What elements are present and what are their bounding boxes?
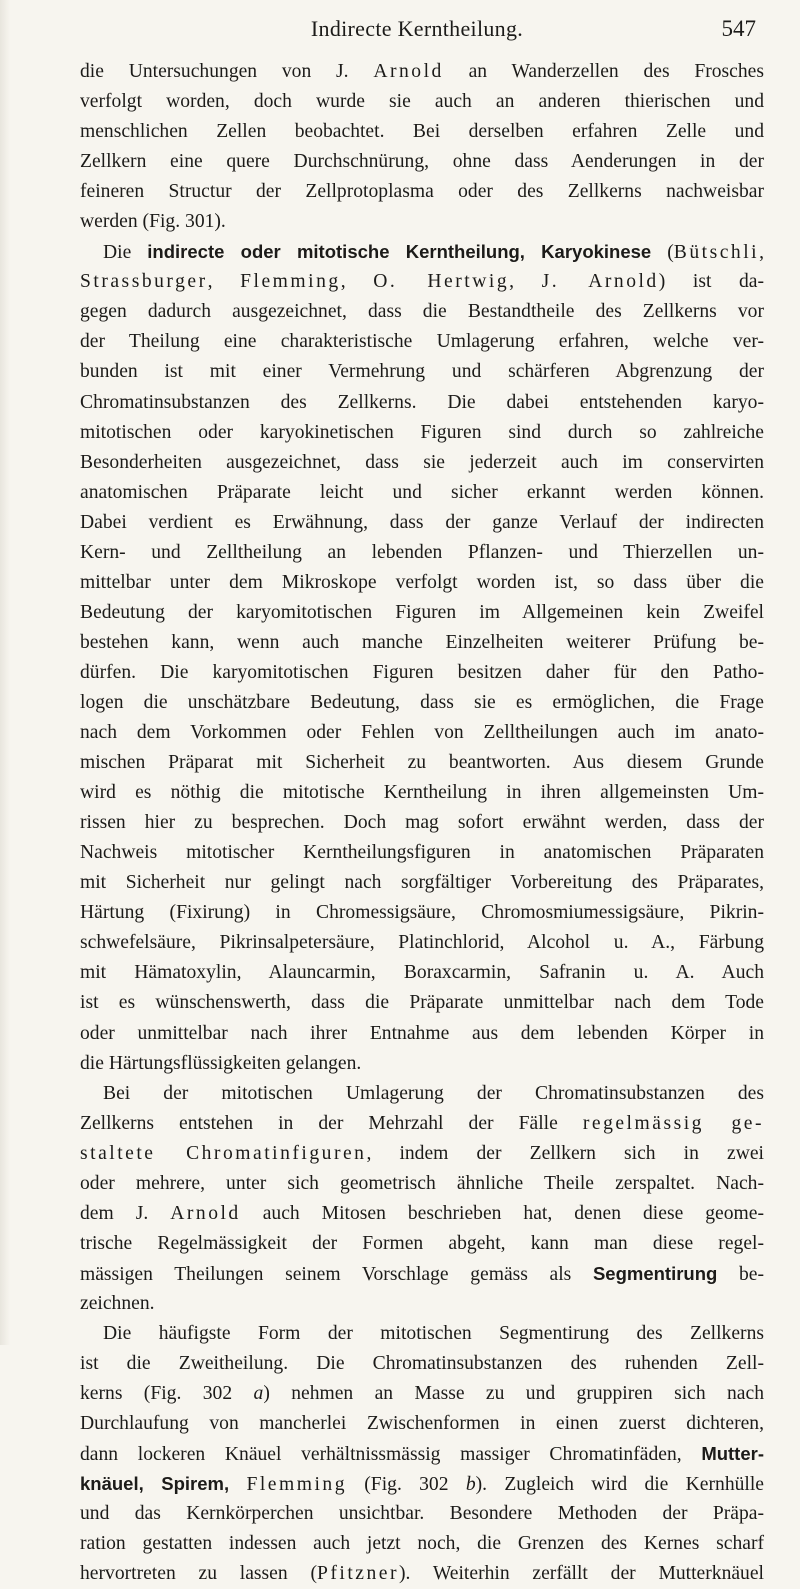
text-line	[80, 1559, 764, 1589]
text-line	[80, 1499, 764, 1529]
text-run: dem J.	[80, 1202, 171, 1224]
text-line	[80, 1349, 764, 1379]
text-run: hervortreten zu lassen (	[80, 1563, 317, 1585]
text-line	[80, 297, 764, 327]
text-run: be-	[717, 1263, 765, 1285]
text-line	[80, 147, 764, 177]
text-run: werden (Fig. 301).	[80, 211, 226, 233]
running-title: Indirecte Kerntheilung.	[310, 16, 524, 41]
text-run: Bei der mitotischen Umlagerung der Chromatinsubstanzen des	[103, 1082, 764, 1104]
text-run: mittelbar unter dem Mikroskope verfolgt worden ist, so dass über die	[80, 571, 764, 593]
text-run: kerns (Fig. 302	[80, 1383, 254, 1405]
text-line	[80, 448, 764, 478]
bold-term: Mutter-	[701, 1443, 764, 1465]
text-run: , indem der Zellkern sich in zwei	[366, 1142, 764, 1164]
text-run: dann lockeren Knäuel verhältnissmässig massiger Chromatinfäden,	[80, 1444, 702, 1466]
text-line	[80, 357, 764, 387]
page-number: 547	[721, 16, 756, 41]
text-run: ist es wünschenswerth, dass die Präparate unmittelbar nach dem Tode	[80, 992, 764, 1014]
bold-term: indirecte oder mitotische Kerntheilung, Karyokinese	[147, 241, 652, 263]
text-run: bunden ist mit einer Vermehrung und schärferen Abgrenzung der	[80, 361, 764, 383]
text-line	[80, 838, 764, 868]
text-line	[80, 1049, 764, 1079]
text-line	[80, 1019, 764, 1049]
text-line	[80, 267, 764, 297]
spaced-name: Flemming	[240, 271, 341, 293]
text-line	[80, 808, 764, 838]
text-run: Härtung (Fixirung) in Chromessigsäure, Chromosmiumessigsäure, Pikrin-	[80, 902, 764, 924]
text-line	[80, 1079, 764, 1109]
text-line	[80, 87, 764, 117]
italic-label: b	[465, 1474, 476, 1496]
spaced-name: staltete Chromatinfiguren	[80, 1142, 367, 1164]
text-line	[80, 1469, 764, 1499]
spaced-name: Bütschli	[673, 242, 760, 264]
text-line	[80, 658, 764, 688]
spaced-name: Strassburger	[80, 271, 208, 293]
text-run: Nachweis mitotischer Kerntheilungsfiguren in anatomischen Präparaten	[80, 842, 764, 864]
text-run: ration gestatten indessen auch jetzt noch, die Grenzen des Kernes scharf	[80, 1533, 764, 1555]
bold-term: knäuel, Spirem,	[80, 1473, 230, 1495]
italic-label: a	[253, 1383, 264, 1405]
bold-term: Segmentirung	[592, 1262, 718, 1284]
text-run: oder mehrere, unter sich geometrisch ähnliche Theile zerspaltet. Nach-	[80, 1172, 764, 1194]
text-line	[80, 1259, 764, 1289]
text-line	[80, 868, 764, 898]
text-run: schwefelsäure, Pikrinsalpetersäure, Platinchlorid, Alcohol u. A., Färbung	[80, 932, 764, 954]
text-run: gegen dadurch ausgezeichnet, dass die Bestandtheile des Zellkerns vor	[80, 301, 764, 323]
text-run: rissen hier zu besprechen. Doch mag sofort erwähnt werden, dass der	[80, 812, 764, 834]
text-run: mässigen Theilungen seinem Vorschlage gemäss als	[80, 1263, 593, 1285]
spaced-name: Arnold	[170, 1202, 241, 1224]
text-run: bestehen kann, wenn auch manche Einzelheiten weiterer Prüfung be-	[80, 631, 764, 653]
text-line	[80, 1139, 764, 1169]
text-run: nach dem Vorkommen oder Fehlen von Zelltheilungen auch im anato-	[80, 722, 764, 744]
text-run: und das Kernkörperchen unsichtbar. Besondere Methoden der Präpa-	[80, 1503, 764, 1525]
text-line	[80, 988, 764, 1018]
text-line	[80, 237, 764, 267]
text-line	[80, 568, 764, 598]
text-run: ,	[509, 271, 542, 293]
text-line	[80, 177, 764, 207]
text-line	[80, 778, 764, 808]
running-head	[78, 16, 756, 46]
text-run: dürfen. Die karyomitotischen Figuren besitzen daher für den Patho-	[80, 661, 764, 683]
text-line	[80, 478, 764, 508]
text-run: (Fig. 302	[347, 1474, 466, 1496]
text-line	[80, 1289, 764, 1319]
text-run: der Theilung eine charakteristische Umlagerung erfahren, welche ver-	[80, 331, 764, 353]
text-run: Zellkerns entstehen in der Mehrzahl der Fälle	[80, 1112, 583, 1134]
text-run: mit Sicherheit nur gelingt nach sorgfältiger Vorbereitung des Präparates,	[80, 872, 764, 894]
spaced-name: regelmässig ge-	[582, 1112, 764, 1134]
text-run: zeichnen.	[80, 1292, 155, 1314]
text-run: Besonderheiten ausgezeichnet, dass sie jederzeit auch im conservirten	[80, 451, 764, 473]
text-line	[80, 117, 764, 147]
spaced-name: J. Arnold	[541, 271, 659, 293]
text-run: die Untersuchungen von J.	[80, 61, 374, 82]
text-run: ist die Zweitheilung. Die Chromatinsubstanzen des ruhenden Zell-	[80, 1353, 764, 1375]
text-line	[80, 748, 764, 778]
body-text	[80, 57, 764, 1589]
text-run: Bedeutung der karyomitotischen Figuren im Allgemeinen kein Zweifel	[80, 601, 764, 623]
text-run: anatomischen Präparate leicht und sicher erkannt werden können.	[80, 481, 764, 503]
text-line	[80, 388, 764, 418]
text-run: mitotischen oder karyokinetischen Figuren sind durch so zahlreiche	[80, 421, 764, 443]
text-line	[80, 1169, 764, 1199]
spaced-name: Pfitzner	[316, 1563, 400, 1585]
text-run: feineren Structur der Zellprotoplasma oder des Zellkerns nachweisbar	[80, 181, 764, 203]
text-run	[229, 1474, 246, 1495]
text-line	[80, 688, 764, 718]
text-line	[80, 508, 764, 538]
text-run: Durchlaufung von mancherlei Zwischenformen in einen zuerst dichteren,	[80, 1413, 764, 1435]
text-run: Die	[103, 242, 148, 264]
text-line	[80, 718, 764, 748]
spaced-name: O. Hertwig	[373, 271, 510, 293]
text-line	[80, 1199, 764, 1229]
text-line	[80, 1439, 764, 1469]
text-line	[80, 898, 764, 928]
text-run: ) ist da-	[658, 271, 765, 293]
text-line	[80, 1409, 764, 1439]
text-run: Kern- und Zelltheilung an lebenden Pflanzen- und Thierzellen un-	[80, 541, 764, 563]
text-line	[80, 958, 764, 988]
text-run: die Härtungsflüssigkeiten gelangen.	[80, 1052, 362, 1074]
text-line	[80, 207, 764, 237]
text-run: ). Zugleich wird die Kernhülle	[475, 1474, 765, 1496]
text-line	[80, 1379, 764, 1409]
text-run: Chromatinsubstanzen des Zellkerns. Die dabei entstehenden karyo-	[80, 391, 764, 413]
text-line	[80, 598, 764, 628]
text-run: Die häufigste Form der mitotischen Segmentirung des Zellkerns	[103, 1322, 764, 1344]
text-run: (	[651, 242, 674, 264]
text-line	[80, 1229, 764, 1259]
text-run: ,	[340, 271, 374, 293]
spaced-name: Flemming	[246, 1474, 347, 1496]
text-run: mit Hämatoxylin, Alauncarmin, Boraxcarmin, Safranin u. A. Auch	[80, 962, 764, 984]
text-run: Zellkern eine quere Durchschnürung, ohne dass Aenderungen in der	[80, 151, 764, 173]
text-run: wird es nöthig die mitotische Kerntheilung in ihren allgemeinsten Um-	[80, 782, 764, 804]
text-run: menschlichen Zellen beobachtet. Bei derselben erfahren Zelle und	[80, 121, 764, 143]
text-run: logen die unschätzbare Bedeutung, dass sie es ermöglichen, die Frage	[80, 691, 764, 713]
text-line	[80, 57, 764, 87]
text-line	[80, 327, 764, 357]
text-run: trische Regelmässigkeit der Formen abgeht, kann man diese regel-	[80, 1232, 764, 1254]
text-line	[80, 538, 764, 568]
text-run: ,	[759, 242, 764, 264]
text-run: ) nehmen an Masse zu und gruppiren sich nach	[263, 1383, 765, 1405]
text-line	[80, 628, 764, 658]
text-line	[80, 418, 764, 448]
text-line	[80, 928, 764, 958]
text-line	[80, 1529, 764, 1559]
text-run: auch Mitosen beschrieben hat, denen diese geome-	[240, 1202, 764, 1224]
spaced-name: Arnold	[373, 61, 444, 82]
text-run: ,	[207, 271, 241, 293]
text-run: ). Weiterhin zerfällt der Mutterknäuel	[399, 1563, 764, 1585]
text-run: oder unmittelbar nach ihrer Entnahme aus dem lebenden Körper in	[80, 1022, 764, 1044]
text-run: verfolgt worden, doch wurde sie auch an anderen thierischen und	[80, 91, 764, 113]
page-edge-shadow	[0, 0, 10, 1345]
text-run: Dabei verdient es Erwähnung, dass der ganze Verlauf der indirecten	[80, 511, 764, 533]
text-line	[80, 1109, 764, 1139]
text-run: mischen Präparat mit Sicherheit zu beantworten. Aus diesem Grunde	[80, 752, 764, 774]
text-run: an Wanderzellen des Frosches	[443, 61, 764, 82]
